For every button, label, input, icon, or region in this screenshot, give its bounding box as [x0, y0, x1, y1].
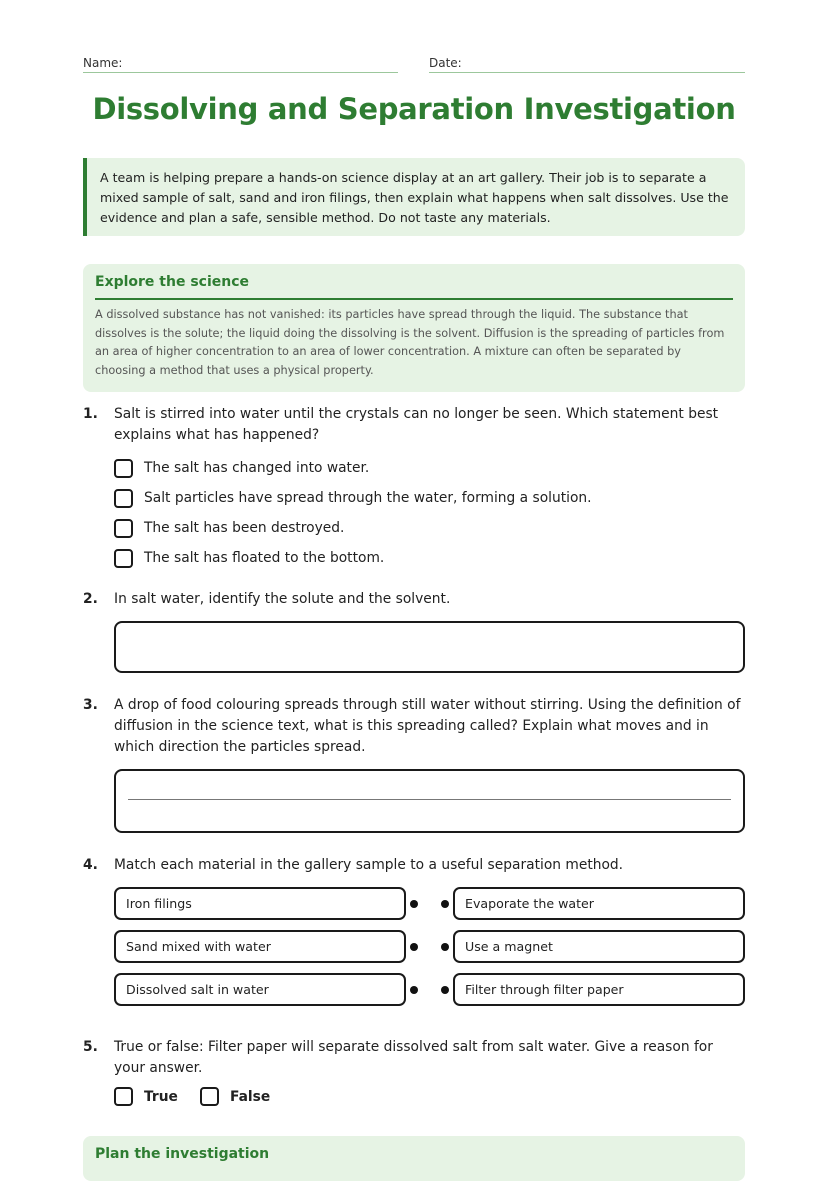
question-number: 1.	[83, 406, 98, 422]
question-5	[83, 1037, 745, 1079]
checkbox[interactable]	[114, 1087, 133, 1106]
option-label: Salt particles have spread through the water, forming a solution.	[144, 490, 592, 506]
name-label: Name:	[83, 56, 123, 70]
question-1	[83, 404, 745, 446]
question-text: A drop of food colouring spreads through still water without stirring. Using the definition of diffusion in the science text, what is this spreading called? Explain what moves and in which direction the particles spread.	[114, 697, 741, 755]
plan-panel	[83, 1136, 745, 1181]
question-3	[83, 695, 745, 758]
checkbox[interactable]	[114, 489, 133, 508]
page-title: Dissolving and Separation Investigation	[92, 92, 736, 126]
q1-option-2[interactable]	[114, 486, 592, 510]
question-number: 4.	[83, 857, 98, 873]
checkbox[interactable]	[114, 549, 133, 568]
checkbox[interactable]	[200, 1087, 219, 1106]
checkbox[interactable]	[114, 519, 133, 538]
match-dot[interactable]	[410, 986, 418, 994]
match-left-2[interactable]: Sand mixed with water	[114, 930, 406, 963]
match-right-1[interactable]: Evaporate the water	[453, 887, 745, 920]
question-number: 2.	[83, 591, 98, 607]
true-option[interactable]	[114, 1087, 178, 1106]
answer-box-3[interactable]	[114, 769, 745, 833]
q1-option-1[interactable]	[114, 456, 369, 480]
question-text: Salt is stirred into water until the crystals can no longer be seen. Which statement best explains what has happened?	[114, 406, 719, 443]
match-dot[interactable]	[441, 900, 449, 908]
intro-callout: A team is helping prepare a hands-on science display at an art gallery. Their job is to separate a mixed sample of salt, sand and iron filings, then explain what happens when salt dissolves. Use the evidence and plan a safe, sensible method. Do not taste any materials.	[83, 158, 745, 236]
match-dot[interactable]	[441, 986, 449, 994]
match-right-2[interactable]: Use a magnet	[453, 930, 745, 963]
date-field[interactable]	[429, 52, 745, 73]
false-option[interactable]	[200, 1087, 270, 1106]
plan-heading: Plan the investigation	[95, 1146, 270, 1162]
q1-option-4[interactable]	[114, 546, 384, 570]
question-text: Match each material in the gallery sample to a useful separation method.	[114, 857, 624, 873]
explore-heading: Explore the science	[95, 274, 733, 300]
match-dot[interactable]	[410, 943, 418, 951]
match-left-3[interactable]: Dissolved salt in water	[114, 973, 406, 1006]
explore-panel	[83, 264, 745, 392]
match-dot[interactable]	[410, 900, 418, 908]
question-text: In salt water, identify the solute and the solvent.	[114, 591, 451, 607]
option-label: The salt has changed into water.	[144, 460, 370, 476]
question-text: True or false: Filter paper will separate dissolved salt from salt water. Give a reason for your answer.	[114, 1039, 713, 1076]
writing-line	[128, 799, 731, 800]
option-label: The salt has floated to the bottom.	[144, 550, 385, 566]
match-left-1[interactable]: Iron filings	[114, 887, 406, 920]
question-number: 5.	[83, 1039, 98, 1055]
checkbox[interactable]	[114, 459, 133, 478]
option-label: The salt has been destroyed.	[144, 520, 345, 536]
date-label: Date:	[429, 56, 462, 70]
question-number: 3.	[83, 697, 98, 713]
explore-text: A dissolved substance has not vanished: its particles have spread through the liquid. The substance that dissolves is the solute; the liquid doing the dissolving is the solvent. Diffusion is the spreading of particles from an area of higher concentration to an area of lower concentration. A mixture can often be separated by choosing a method that uses a physical property.	[95, 308, 725, 378]
option-label: True	[144, 1088, 178, 1105]
q1-option-3[interactable]	[114, 516, 344, 540]
option-label: False	[230, 1088, 271, 1105]
question-4	[83, 855, 745, 876]
match-dot[interactable]	[441, 943, 449, 951]
question-2	[83, 589, 745, 610]
name-field[interactable]	[83, 52, 398, 73]
answer-box-2[interactable]	[114, 621, 745, 673]
match-right-3[interactable]: Filter through filter paper	[453, 973, 745, 1006]
